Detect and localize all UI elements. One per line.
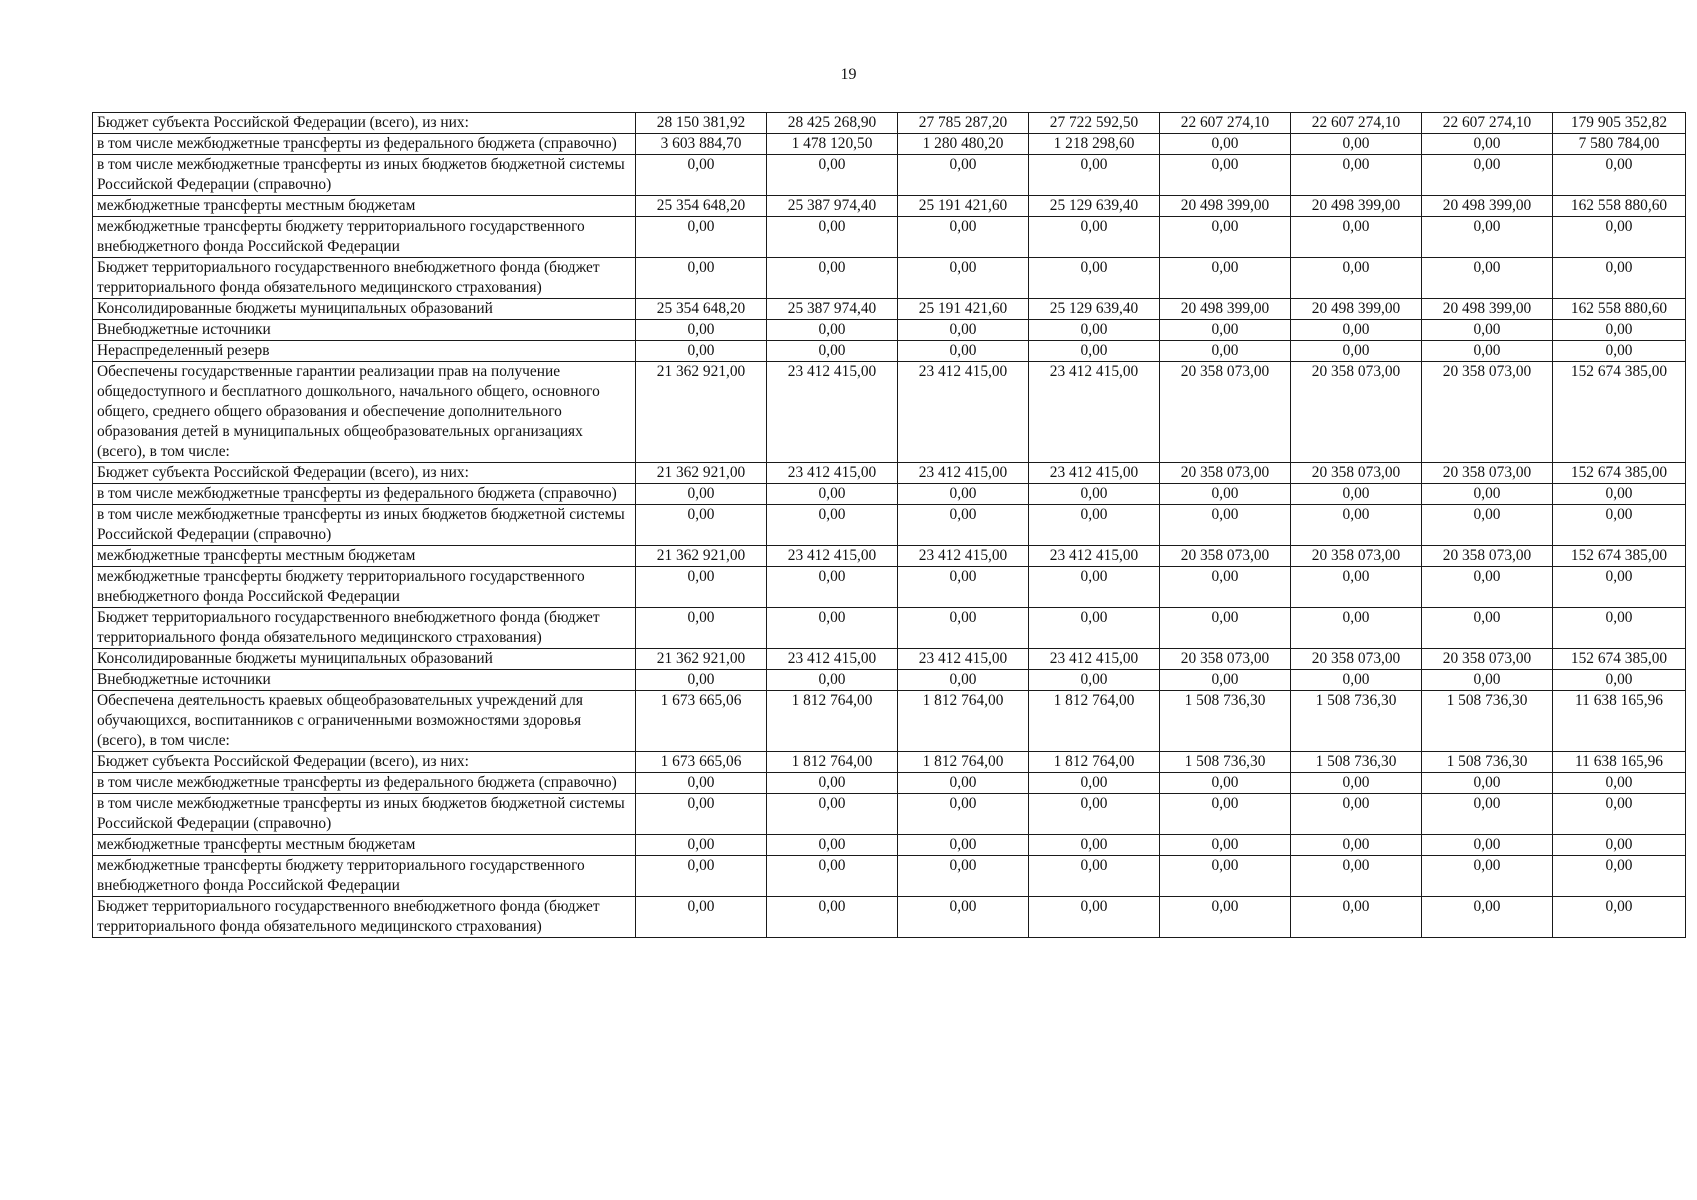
value-cell: 23 412 415,00 bbox=[1029, 649, 1160, 670]
table-row bbox=[93, 484, 1686, 505]
value-cell: 0,00 bbox=[898, 505, 1029, 546]
value-cell: 1 508 736,30 bbox=[1422, 691, 1553, 752]
value-cell: 0,00 bbox=[1422, 897, 1553, 938]
value-cell: 0,00 bbox=[767, 567, 898, 608]
value-cell: 0,00 bbox=[636, 670, 767, 691]
value-cell: 0,00 bbox=[1291, 320, 1422, 341]
value-cell: 0,00 bbox=[1160, 320, 1291, 341]
value-cell: 0,00 bbox=[1029, 217, 1160, 258]
row-label: межбюджетные трансферты бюджету территориального государственного внебюджетного фонда Российской Федерации bbox=[93, 217, 636, 258]
value-cell: 0,00 bbox=[767, 670, 898, 691]
total-value-cell: 0,00 bbox=[1553, 835, 1686, 856]
value-cell: 0,00 bbox=[636, 320, 767, 341]
value-cell: 21 362 921,00 bbox=[636, 463, 767, 484]
value-cell: 0,00 bbox=[1422, 155, 1553, 196]
value-cell: 21 362 921,00 bbox=[636, 649, 767, 670]
value-cell: 0,00 bbox=[636, 773, 767, 794]
table-row bbox=[93, 134, 1686, 155]
row-label: межбюджетные трансферты местным бюджетам bbox=[93, 835, 636, 856]
value-cell: 0,00 bbox=[1160, 217, 1291, 258]
value-cell: 23 412 415,00 bbox=[1029, 362, 1160, 463]
value-cell: 0,00 bbox=[1029, 567, 1160, 608]
value-cell: 0,00 bbox=[898, 217, 1029, 258]
total-value-cell: 0,00 bbox=[1553, 320, 1686, 341]
value-cell: 0,00 bbox=[767, 505, 898, 546]
value-cell: 20 358 073,00 bbox=[1291, 463, 1422, 484]
table-row bbox=[93, 835, 1686, 856]
value-cell: 0,00 bbox=[1291, 670, 1422, 691]
value-cell: 20 358 073,00 bbox=[1160, 362, 1291, 463]
table-row bbox=[93, 773, 1686, 794]
value-cell: 23 412 415,00 bbox=[898, 649, 1029, 670]
row-label: межбюджетные трансферты местным бюджетам bbox=[93, 546, 636, 567]
value-cell: 0,00 bbox=[1029, 856, 1160, 897]
value-cell: 28 425 268,90 bbox=[767, 113, 898, 134]
value-cell: 0,00 bbox=[1422, 835, 1553, 856]
value-cell: 25 354 648,20 bbox=[636, 196, 767, 217]
value-cell: 0,00 bbox=[636, 567, 767, 608]
value-cell: 0,00 bbox=[767, 217, 898, 258]
total-value-cell: 162 558 880,60 bbox=[1553, 196, 1686, 217]
value-cell: 0,00 bbox=[1422, 217, 1553, 258]
value-cell: 0,00 bbox=[1160, 773, 1291, 794]
value-cell: 0,00 bbox=[1291, 484, 1422, 505]
value-cell: 0,00 bbox=[1291, 773, 1422, 794]
value-cell: 1 812 764,00 bbox=[898, 691, 1029, 752]
total-value-cell: 0,00 bbox=[1553, 155, 1686, 196]
value-cell: 0,00 bbox=[898, 608, 1029, 649]
value-cell: 0,00 bbox=[1291, 897, 1422, 938]
row-label: межбюджетные трансферты бюджету территориального государственного внебюджетного фонда Российской Федерации bbox=[93, 856, 636, 897]
value-cell: 0,00 bbox=[898, 320, 1029, 341]
value-cell: 23 412 415,00 bbox=[898, 546, 1029, 567]
value-cell: 0,00 bbox=[767, 897, 898, 938]
row-label: в том числе межбюджетные трансферты из иных бюджетов бюджетной системы Российской Федерации (справочно) bbox=[93, 505, 636, 546]
value-cell: 0,00 bbox=[1029, 608, 1160, 649]
value-cell: 1 812 764,00 bbox=[767, 691, 898, 752]
value-cell: 0,00 bbox=[898, 670, 1029, 691]
row-label: в том числе межбюджетные трансферты из федерального бюджета (справочно) bbox=[93, 773, 636, 794]
value-cell: 0,00 bbox=[1291, 341, 1422, 362]
row-label: Консолидированные бюджеты муниципальных образований bbox=[93, 299, 636, 320]
value-cell: 20 498 399,00 bbox=[1160, 196, 1291, 217]
row-label: межбюджетные трансферты местным бюджетам bbox=[93, 196, 636, 217]
value-cell: 0,00 bbox=[898, 856, 1029, 897]
value-cell: 0,00 bbox=[1160, 134, 1291, 155]
table-row bbox=[93, 320, 1686, 341]
value-cell: 0,00 bbox=[898, 835, 1029, 856]
value-cell: 0,00 bbox=[898, 484, 1029, 505]
table-row bbox=[93, 856, 1686, 897]
value-cell: 0,00 bbox=[767, 856, 898, 897]
row-label: Бюджет субъекта Российской Федерации (всего), из них: bbox=[93, 752, 636, 773]
value-cell: 20 498 399,00 bbox=[1422, 299, 1553, 320]
value-cell: 0,00 bbox=[1160, 897, 1291, 938]
value-cell: 3 603 884,70 bbox=[636, 134, 767, 155]
value-cell: 0,00 bbox=[1291, 155, 1422, 196]
value-cell: 22 607 274,10 bbox=[1291, 113, 1422, 134]
value-cell: 0,00 bbox=[767, 320, 898, 341]
value-cell: 23 412 415,00 bbox=[767, 649, 898, 670]
total-value-cell: 0,00 bbox=[1553, 794, 1686, 835]
value-cell: 0,00 bbox=[767, 773, 898, 794]
value-cell: 0,00 bbox=[1422, 320, 1553, 341]
value-cell: 0,00 bbox=[1291, 134, 1422, 155]
value-cell: 20 358 073,00 bbox=[1422, 546, 1553, 567]
value-cell: 25 191 421,60 bbox=[898, 299, 1029, 320]
value-cell: 21 362 921,00 bbox=[636, 546, 767, 567]
row-label: Бюджет территориального государственного внебюджетного фонда (бюджет территориального фонда обязательного медицинского страхования) bbox=[93, 258, 636, 299]
total-value-cell: 0,00 bbox=[1553, 484, 1686, 505]
page-number: 19 bbox=[840, 66, 857, 83]
table-row bbox=[93, 362, 1686, 463]
value-cell: 27 722 592,50 bbox=[1029, 113, 1160, 134]
value-cell: 0,00 bbox=[898, 897, 1029, 938]
value-cell: 0,00 bbox=[1422, 505, 1553, 546]
value-cell: 0,00 bbox=[1029, 835, 1160, 856]
value-cell: 0,00 bbox=[898, 773, 1029, 794]
value-cell: 0,00 bbox=[636, 341, 767, 362]
value-cell: 0,00 bbox=[1029, 670, 1160, 691]
value-cell: 0,00 bbox=[1160, 567, 1291, 608]
value-cell: 1 508 736,30 bbox=[1291, 691, 1422, 752]
value-cell: 1 508 736,30 bbox=[1160, 752, 1291, 773]
value-cell: 20 358 073,00 bbox=[1422, 463, 1553, 484]
row-label: в том числе межбюджетные трансферты из иных бюджетов бюджетной системы Российской Федерации (справочно) bbox=[93, 155, 636, 196]
value-cell: 0,00 bbox=[898, 794, 1029, 835]
value-cell: 0,00 bbox=[1029, 794, 1160, 835]
value-cell: 0,00 bbox=[636, 484, 767, 505]
value-cell: 20 498 399,00 bbox=[1422, 196, 1553, 217]
total-value-cell: 162 558 880,60 bbox=[1553, 299, 1686, 320]
total-value-cell: 179 905 352,82 bbox=[1553, 113, 1686, 134]
value-cell: 0,00 bbox=[1291, 505, 1422, 546]
value-cell: 1 280 480,20 bbox=[898, 134, 1029, 155]
value-cell: 20 358 073,00 bbox=[1160, 463, 1291, 484]
total-value-cell: 0,00 bbox=[1553, 856, 1686, 897]
value-cell: 1 508 736,30 bbox=[1422, 752, 1553, 773]
value-cell: 0,00 bbox=[1160, 670, 1291, 691]
value-cell: 0,00 bbox=[1029, 773, 1160, 794]
value-cell: 0,00 bbox=[1422, 856, 1553, 897]
table-row bbox=[93, 567, 1686, 608]
total-value-cell: 11 638 165,96 bbox=[1553, 691, 1686, 752]
value-cell: 0,00 bbox=[1029, 897, 1160, 938]
value-cell: 0,00 bbox=[898, 341, 1029, 362]
value-cell: 23 412 415,00 bbox=[898, 463, 1029, 484]
value-cell: 25 191 421,60 bbox=[898, 196, 1029, 217]
value-cell: 0,00 bbox=[1160, 258, 1291, 299]
value-cell: 1 218 298,60 bbox=[1029, 134, 1160, 155]
total-value-cell: 7 580 784,00 bbox=[1553, 134, 1686, 155]
value-cell: 0,00 bbox=[636, 835, 767, 856]
total-value-cell: 0,00 bbox=[1553, 258, 1686, 299]
value-cell: 20 498 399,00 bbox=[1291, 196, 1422, 217]
value-cell: 25 354 648,20 bbox=[636, 299, 767, 320]
value-cell: 0,00 bbox=[1422, 567, 1553, 608]
row-label: Обеспечены государственные гарантии реализации прав на получение общедоступного и бесплатного дошкольного, начального общего, основного общего, среднего общего образования и обеспечение дополнительного образования детей в муниципальных общеобразовательных организациях (всего), в том числе: bbox=[93, 362, 636, 463]
value-cell: 0,00 bbox=[1291, 856, 1422, 897]
table-row bbox=[93, 155, 1686, 196]
value-cell: 1 508 736,30 bbox=[1291, 752, 1422, 773]
value-cell: 0,00 bbox=[767, 484, 898, 505]
value-cell: 0,00 bbox=[1291, 608, 1422, 649]
value-cell: 23 412 415,00 bbox=[898, 362, 1029, 463]
value-cell: 1 673 665,06 bbox=[636, 752, 767, 773]
total-value-cell: 0,00 bbox=[1553, 670, 1686, 691]
value-cell: 20 498 399,00 bbox=[1291, 299, 1422, 320]
value-cell: 25 129 639,40 bbox=[1029, 299, 1160, 320]
value-cell: 0,00 bbox=[1029, 484, 1160, 505]
value-cell: 25 129 639,40 bbox=[1029, 196, 1160, 217]
value-cell: 0,00 bbox=[1160, 505, 1291, 546]
value-cell: 0,00 bbox=[1029, 341, 1160, 362]
value-cell: 0,00 bbox=[1160, 155, 1291, 196]
value-cell: 28 150 381,92 bbox=[636, 113, 767, 134]
value-cell: 0,00 bbox=[898, 258, 1029, 299]
value-cell: 1 812 764,00 bbox=[1029, 691, 1160, 752]
row-label: Бюджет субъекта Российской Федерации (всего), из них: bbox=[93, 113, 636, 134]
row-label: в том числе межбюджетные трансферты из иных бюджетов бюджетной системы Российской Федерации (справочно) bbox=[93, 794, 636, 835]
value-cell: 0,00 bbox=[636, 155, 767, 196]
row-label: в том числе межбюджетные трансферты из федерального бюджета (справочно) bbox=[93, 484, 636, 505]
row-label: Бюджет территориального государственного внебюджетного фонда (бюджет территориального фонда обязательного медицинского страхования) bbox=[93, 608, 636, 649]
table-row bbox=[93, 217, 1686, 258]
row-label: межбюджетные трансферты бюджету территориального государственного внебюджетного фонда Российской Федерации bbox=[93, 567, 636, 608]
value-cell: 0,00 bbox=[636, 608, 767, 649]
value-cell: 0,00 bbox=[898, 567, 1029, 608]
value-cell: 0,00 bbox=[1422, 670, 1553, 691]
value-cell: 0,00 bbox=[1422, 134, 1553, 155]
table-body bbox=[93, 113, 1686, 938]
row-label: Внебюджетные источники bbox=[93, 320, 636, 341]
value-cell: 0,00 bbox=[1160, 608, 1291, 649]
value-cell: 0,00 bbox=[1422, 484, 1553, 505]
value-cell: 0,00 bbox=[898, 155, 1029, 196]
value-cell: 25 387 974,40 bbox=[767, 196, 898, 217]
value-cell: 22 607 274,10 bbox=[1160, 113, 1291, 134]
value-cell: 20 358 073,00 bbox=[1422, 649, 1553, 670]
table-row bbox=[93, 608, 1686, 649]
value-cell: 23 412 415,00 bbox=[767, 463, 898, 484]
value-cell: 25 387 974,40 bbox=[767, 299, 898, 320]
table-row bbox=[93, 196, 1686, 217]
table-row bbox=[93, 546, 1686, 567]
value-cell: 0,00 bbox=[1160, 484, 1291, 505]
value-cell: 1 478 120,50 bbox=[767, 134, 898, 155]
value-cell: 0,00 bbox=[767, 341, 898, 362]
row-label: в том числе межбюджетные трансферты из федерального бюджета (справочно) bbox=[93, 134, 636, 155]
value-cell: 20 358 073,00 bbox=[1160, 546, 1291, 567]
total-value-cell: 0,00 bbox=[1553, 217, 1686, 258]
row-label: Консолидированные бюджеты муниципальных образований bbox=[93, 649, 636, 670]
value-cell: 23 412 415,00 bbox=[1029, 546, 1160, 567]
total-value-cell: 152 674 385,00 bbox=[1553, 649, 1686, 670]
row-label: Обеспечена деятельность краевых общеобразовательных учреждений для обучающихся, воспитанников с ограниченными возможностями здоровья (всего), в том числе: bbox=[93, 691, 636, 752]
value-cell: 0,00 bbox=[1291, 567, 1422, 608]
table-row bbox=[93, 341, 1686, 362]
value-cell: 0,00 bbox=[636, 505, 767, 546]
value-cell: 0,00 bbox=[1422, 773, 1553, 794]
value-cell: 20 498 399,00 bbox=[1160, 299, 1291, 320]
value-cell: 20 358 073,00 bbox=[1291, 649, 1422, 670]
value-cell: 0,00 bbox=[767, 835, 898, 856]
value-cell: 0,00 bbox=[1160, 794, 1291, 835]
value-cell: 0,00 bbox=[767, 608, 898, 649]
value-cell: 0,00 bbox=[1160, 835, 1291, 856]
value-cell: 1 812 764,00 bbox=[767, 752, 898, 773]
total-value-cell: 0,00 bbox=[1553, 341, 1686, 362]
total-value-cell: 152 674 385,00 bbox=[1553, 463, 1686, 484]
value-cell: 1 812 764,00 bbox=[1029, 752, 1160, 773]
table-row bbox=[93, 897, 1686, 938]
budget-table bbox=[92, 112, 1686, 938]
value-cell: 23 412 415,00 bbox=[1029, 463, 1160, 484]
table-row bbox=[93, 113, 1686, 134]
value-cell: 0,00 bbox=[767, 155, 898, 196]
value-cell: 23 412 415,00 bbox=[767, 362, 898, 463]
total-value-cell: 11 638 165,96 bbox=[1553, 752, 1686, 773]
value-cell: 0,00 bbox=[1291, 258, 1422, 299]
table-row bbox=[93, 258, 1686, 299]
value-cell: 0,00 bbox=[1029, 258, 1160, 299]
row-label: Бюджет территориального государственного внебюджетного фонда (бюджет территориального фонда обязательного медицинского страхования) bbox=[93, 897, 636, 938]
value-cell: 0,00 bbox=[1422, 794, 1553, 835]
total-value-cell: 0,00 bbox=[1553, 505, 1686, 546]
row-label: Бюджет субъекта Российской Федерации (всего), из них: bbox=[93, 463, 636, 484]
row-label: Внебюджетные источники bbox=[93, 670, 636, 691]
value-cell: 20 358 073,00 bbox=[1160, 649, 1291, 670]
value-cell: 0,00 bbox=[1291, 794, 1422, 835]
table-row bbox=[93, 463, 1686, 484]
value-cell: 0,00 bbox=[1291, 217, 1422, 258]
table-row bbox=[93, 505, 1686, 546]
value-cell: 0,00 bbox=[1160, 856, 1291, 897]
table-row bbox=[93, 649, 1686, 670]
value-cell: 27 785 287,20 bbox=[898, 113, 1029, 134]
value-cell: 0,00 bbox=[1160, 341, 1291, 362]
value-cell: 21 362 921,00 bbox=[636, 362, 767, 463]
value-cell: 0,00 bbox=[1291, 835, 1422, 856]
value-cell: 1 673 665,06 bbox=[636, 691, 767, 752]
value-cell: 0,00 bbox=[636, 856, 767, 897]
value-cell: 0,00 bbox=[1422, 258, 1553, 299]
value-cell: 20 358 073,00 bbox=[1291, 362, 1422, 463]
table-row bbox=[93, 670, 1686, 691]
value-cell: 0,00 bbox=[1029, 155, 1160, 196]
value-cell: 0,00 bbox=[636, 258, 767, 299]
total-value-cell: 0,00 bbox=[1553, 608, 1686, 649]
value-cell: 0,00 bbox=[1029, 505, 1160, 546]
value-cell: 0,00 bbox=[1422, 608, 1553, 649]
total-value-cell: 152 674 385,00 bbox=[1553, 362, 1686, 463]
total-value-cell: 152 674 385,00 bbox=[1553, 546, 1686, 567]
row-label: Нераспределенный резерв bbox=[93, 341, 636, 362]
value-cell: 0,00 bbox=[767, 794, 898, 835]
value-cell: 0,00 bbox=[636, 897, 767, 938]
value-cell: 0,00 bbox=[767, 258, 898, 299]
value-cell: 0,00 bbox=[1422, 341, 1553, 362]
value-cell: 20 358 073,00 bbox=[1291, 546, 1422, 567]
total-value-cell: 0,00 bbox=[1553, 897, 1686, 938]
total-value-cell: 0,00 bbox=[1553, 567, 1686, 608]
value-cell: 0,00 bbox=[636, 794, 767, 835]
value-cell: 20 358 073,00 bbox=[1422, 362, 1553, 463]
table-row bbox=[93, 794, 1686, 835]
value-cell: 1 812 764,00 bbox=[898, 752, 1029, 773]
value-cell: 1 508 736,30 bbox=[1160, 691, 1291, 752]
value-cell: 0,00 bbox=[1029, 320, 1160, 341]
value-cell: 22 607 274,10 bbox=[1422, 113, 1553, 134]
table-row bbox=[93, 299, 1686, 320]
table-row bbox=[93, 752, 1686, 773]
value-cell: 23 412 415,00 bbox=[767, 546, 898, 567]
value-cell: 0,00 bbox=[636, 217, 767, 258]
total-value-cell: 0,00 bbox=[1553, 773, 1686, 794]
table-row bbox=[93, 691, 1686, 752]
